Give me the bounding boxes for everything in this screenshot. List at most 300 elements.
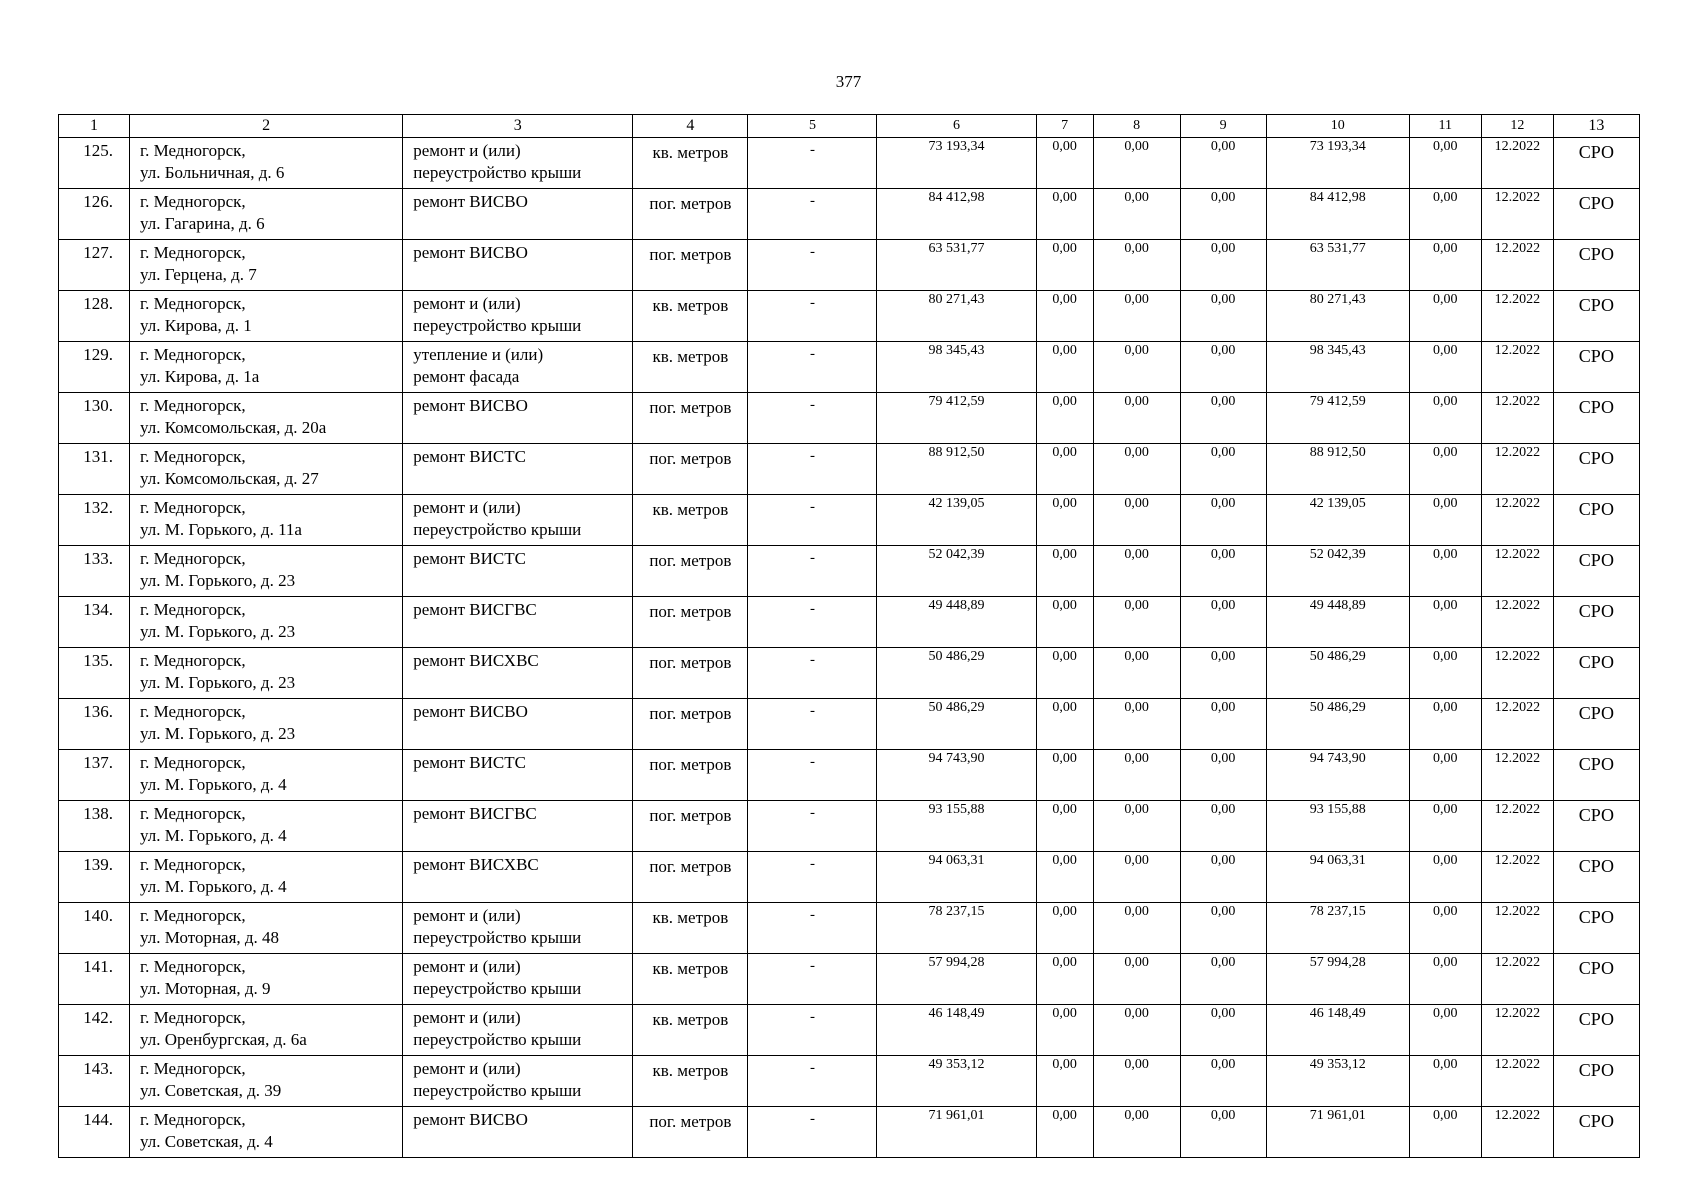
address-city: г. Медногорск, (140, 141, 246, 160)
col8-cell: 0,00 (1093, 138, 1180, 189)
work-type-cell (403, 240, 633, 291)
cost-total-cell: 84 412,98 (877, 189, 1036, 240)
col8-cell: 0,00 (1093, 291, 1180, 342)
col9-cell: 0,00 (1180, 954, 1266, 1005)
col5-cell: - (748, 801, 877, 852)
cost-total-cell: 46 148,49 (877, 1005, 1036, 1056)
col7-cell: 0,00 (1036, 444, 1093, 495)
col5-cell: - (748, 750, 877, 801)
cost-total-cell: 71 961,01 (877, 1107, 1036, 1158)
unit-cell: кв. метров (633, 495, 748, 546)
col5-cell: - (748, 189, 877, 240)
table-row (59, 138, 1640, 189)
address-cell (130, 1005, 403, 1056)
work-type-line2: переустройство крыши (413, 979, 582, 998)
header-cell: 3 (403, 115, 633, 138)
completion-date-cell: 12.2022 (1481, 852, 1553, 903)
col5-cell: - (748, 444, 877, 495)
address-cell (130, 291, 403, 342)
col5-cell: - (748, 240, 877, 291)
unit-cell: кв. метров (633, 1056, 748, 1107)
cost-total-cell: 93 155,88 (877, 801, 1036, 852)
unit-cell: кв. метров (633, 138, 748, 189)
work-type-cell (403, 1056, 633, 1107)
col9-cell: 0,00 (1180, 597, 1266, 648)
col7-cell: 0,00 (1036, 342, 1093, 393)
col5-cell: - (748, 1056, 877, 1107)
header-cell: 5 (748, 115, 877, 138)
completion-date-cell: 12.2022 (1481, 699, 1553, 750)
col9-cell: 0,00 (1180, 1107, 1266, 1158)
address-cell (130, 546, 403, 597)
cost-total-cell: 42 139,05 (877, 495, 1036, 546)
row-number: 134. (59, 597, 130, 648)
col8-cell: 0,00 (1093, 342, 1180, 393)
completion-date-cell: 12.2022 (1481, 597, 1553, 648)
executor-cell: СРО (1553, 393, 1639, 444)
completion-date-cell: 12.2022 (1481, 342, 1553, 393)
completion-date-cell: 12.2022 (1481, 903, 1553, 954)
cost-total-cell: 49 448,89 (877, 597, 1036, 648)
col5-cell: - (748, 699, 877, 750)
work-type-line1: ремонт и (или) (413, 906, 521, 925)
executor-cell: СРО (1553, 1056, 1639, 1107)
col7-cell: 0,00 (1036, 495, 1093, 546)
work-type-line1: ремонт ВИСХВС (413, 651, 539, 670)
address-street: ул. Комсомольская, д. 27 (140, 469, 319, 488)
col10-cell: 73 193,34 (1266, 138, 1409, 189)
col11-cell: 0,00 (1409, 801, 1481, 852)
unit-cell: пог. метров (633, 546, 748, 597)
col9-cell: 0,00 (1180, 648, 1266, 699)
col5-cell: - (748, 495, 877, 546)
address-street: ул. Моторная, д. 9 (140, 979, 271, 998)
col7-cell: 0,00 (1036, 189, 1093, 240)
cost-total-cell: 50 486,29 (877, 648, 1036, 699)
col11-cell: 0,00 (1409, 1056, 1481, 1107)
completion-date-cell: 12.2022 (1481, 954, 1553, 1005)
col9-cell: 0,00 (1180, 240, 1266, 291)
work-type-line1: ремонт ВИСХВС (413, 855, 539, 874)
row-number: 128. (59, 291, 130, 342)
address-city: г. Медногорск, (140, 396, 246, 415)
col9-cell: 0,00 (1180, 750, 1266, 801)
row-number: 143. (59, 1056, 130, 1107)
completion-date-cell: 12.2022 (1481, 444, 1553, 495)
address-cell (130, 240, 403, 291)
col7-cell: 0,00 (1036, 1056, 1093, 1107)
col10-cell: 84 412,98 (1266, 189, 1409, 240)
col10-cell: 94 743,90 (1266, 750, 1409, 801)
executor-cell: СРО (1553, 138, 1639, 189)
col10-cell: 52 042,39 (1266, 546, 1409, 597)
row-number: 135. (59, 648, 130, 699)
col11-cell: 0,00 (1409, 240, 1481, 291)
executor-cell: СРО (1553, 1005, 1639, 1056)
address-street: ул. М. Горького, д. 23 (140, 622, 296, 641)
col9-cell: 0,00 (1180, 138, 1266, 189)
col10-cell: 49 448,89 (1266, 597, 1409, 648)
address-street: ул. Комсомольская, д. 20а (140, 418, 327, 437)
header-cell: 11 (1409, 115, 1481, 138)
address-city: г. Медногорск, (140, 447, 246, 466)
address-cell (130, 801, 403, 852)
col10-cell: 50 486,29 (1266, 648, 1409, 699)
cost-total-cell: 63 531,77 (877, 240, 1036, 291)
executor-cell: СРО (1553, 444, 1639, 495)
work-type-line1: ремонт ВИСТС (413, 753, 526, 772)
page-number: 377 (835, 72, 862, 91)
address-street: ул. Гагарина, д. 6 (140, 214, 265, 233)
col9-cell: 0,00 (1180, 291, 1266, 342)
completion-date-cell: 12.2022 (1481, 189, 1553, 240)
work-type-line1: ремонт ВИСВО (413, 243, 528, 262)
col9-cell: 0,00 (1180, 801, 1266, 852)
cost-total-cell: 98 345,43 (877, 342, 1036, 393)
col10-cell: 42 139,05 (1266, 495, 1409, 546)
col7-cell: 0,00 (1036, 240, 1093, 291)
col11-cell: 0,00 (1409, 393, 1481, 444)
table-row (59, 597, 1640, 648)
address-street: ул. М. Горького, д. 23 (140, 673, 296, 692)
row-number: 131. (59, 444, 130, 495)
col8-cell: 0,00 (1093, 546, 1180, 597)
col8-cell: 0,00 (1093, 189, 1180, 240)
work-type-cell (403, 954, 633, 1005)
work-type-line1: ремонт ВИСВО (413, 1110, 528, 1129)
address-cell (130, 495, 403, 546)
cost-total-cell: 73 193,34 (877, 138, 1036, 189)
col8-cell: 0,00 (1093, 750, 1180, 801)
col11-cell: 0,00 (1409, 495, 1481, 546)
table-row (59, 750, 1640, 801)
address-city: г. Медногорск, (140, 957, 246, 976)
address-street: ул. М. Горького, д. 23 (140, 724, 296, 743)
work-type-line1: ремонт ВИСТС (413, 447, 526, 466)
col7-cell: 0,00 (1036, 1005, 1093, 1056)
col9-cell: 0,00 (1180, 189, 1266, 240)
table-row (59, 648, 1640, 699)
col5-cell: - (748, 954, 877, 1005)
col7-cell: 0,00 (1036, 1107, 1093, 1158)
col7-cell: 0,00 (1036, 291, 1093, 342)
table-row (59, 801, 1640, 852)
unit-cell: пог. метров (633, 393, 748, 444)
col8-cell: 0,00 (1093, 954, 1180, 1005)
col8-cell: 0,00 (1093, 597, 1180, 648)
col5-cell: - (748, 1005, 877, 1056)
address-cell (130, 597, 403, 648)
col8-cell: 0,00 (1093, 393, 1180, 444)
row-number: 137. (59, 750, 130, 801)
work-type-cell (403, 699, 633, 750)
col8-cell: 0,00 (1093, 444, 1180, 495)
address-city: г. Медногорск, (140, 243, 246, 262)
executor-cell: СРО (1553, 801, 1639, 852)
col7-cell: 0,00 (1036, 852, 1093, 903)
address-street: ул. Оренбургская, д. 6а (140, 1030, 307, 1049)
col11-cell: 0,00 (1409, 750, 1481, 801)
col7-cell: 0,00 (1036, 546, 1093, 597)
unit-cell: пог. метров (633, 699, 748, 750)
col8-cell: 0,00 (1093, 1056, 1180, 1107)
col10-cell: 50 486,29 (1266, 699, 1409, 750)
work-type-cell (403, 750, 633, 801)
address-cell (130, 342, 403, 393)
address-city: г. Медногорск, (140, 192, 246, 211)
unit-cell: пог. метров (633, 444, 748, 495)
col11-cell: 0,00 (1409, 852, 1481, 903)
work-type-line1: ремонт и (или) (413, 141, 521, 160)
cost-total-cell: 94 063,31 (877, 852, 1036, 903)
col10-cell: 57 994,28 (1266, 954, 1409, 1005)
unit-cell: пог. метров (633, 852, 748, 903)
table-row (59, 903, 1640, 954)
work-type-line1: ремонт и (или) (413, 498, 521, 517)
work-type-line2: переустройство крыши (413, 163, 582, 182)
executor-cell: СРО (1553, 903, 1639, 954)
col8-cell: 0,00 (1093, 699, 1180, 750)
unit-cell: пог. метров (633, 648, 748, 699)
header-cell: 2 (130, 115, 403, 138)
address-street: ул. М. Горького, д. 4 (140, 877, 287, 896)
work-type-cell (403, 546, 633, 597)
completion-date-cell: 12.2022 (1481, 1056, 1553, 1107)
completion-date-cell: 12.2022 (1481, 291, 1553, 342)
cost-total-cell: 94 743,90 (877, 750, 1036, 801)
table-row (59, 495, 1640, 546)
address-city: г. Медногорск, (140, 1110, 246, 1129)
cost-total-cell: 80 271,43 (877, 291, 1036, 342)
col8-cell: 0,00 (1093, 801, 1180, 852)
col11-cell: 0,00 (1409, 903, 1481, 954)
col8-cell: 0,00 (1093, 648, 1180, 699)
table-row (59, 546, 1640, 597)
col10-cell: 63 531,77 (1266, 240, 1409, 291)
address-city: г. Медногорск, (140, 753, 246, 772)
cost-total-cell: 88 912,50 (877, 444, 1036, 495)
work-type-line1: ремонт ВИСТС (413, 549, 526, 568)
col11-cell: 0,00 (1409, 597, 1481, 648)
col9-cell: 0,00 (1180, 546, 1266, 597)
col9-cell: 0,00 (1180, 903, 1266, 954)
table-row (59, 954, 1640, 1005)
col7-cell: 0,00 (1036, 750, 1093, 801)
executor-cell: СРО (1553, 495, 1639, 546)
table-row (59, 852, 1640, 903)
unit-cell: кв. метров (633, 342, 748, 393)
col5-cell: - (748, 342, 877, 393)
address-city: г. Медногорск, (140, 702, 246, 721)
executor-cell: СРО (1553, 189, 1639, 240)
row-number: 136. (59, 699, 130, 750)
work-type-cell (403, 597, 633, 648)
row-number: 132. (59, 495, 130, 546)
work-type-line2: переустройство крыши (413, 316, 582, 335)
col7-cell: 0,00 (1036, 138, 1093, 189)
executor-cell: СРО (1553, 240, 1639, 291)
completion-date-cell: 12.2022 (1481, 750, 1553, 801)
col10-cell: 93 155,88 (1266, 801, 1409, 852)
address-street: ул. Больничная, д. 6 (140, 163, 285, 182)
work-type-cell (403, 495, 633, 546)
col9-cell: 0,00 (1180, 852, 1266, 903)
header-cell: 9 (1180, 115, 1266, 138)
col5-cell: - (748, 903, 877, 954)
completion-date-cell: 12.2022 (1481, 495, 1553, 546)
row-number: 126. (59, 189, 130, 240)
col5-cell: - (748, 546, 877, 597)
work-type-line1: ремонт и (или) (413, 1008, 521, 1027)
work-type-line1: ремонт ВИСВО (413, 396, 528, 415)
unit-cell: пог. метров (633, 240, 748, 291)
work-type-line1: ремонт и (или) (413, 1059, 521, 1078)
col5-cell: - (748, 291, 877, 342)
address-cell (130, 699, 403, 750)
header-cell: 6 (877, 115, 1036, 138)
header-row (59, 115, 1640, 138)
row-number: 129. (59, 342, 130, 393)
address-street: ул. М. Горького, д. 23 (140, 571, 296, 590)
work-type-line1: ремонт ВИСГВС (413, 600, 537, 619)
row-number: 144. (59, 1107, 130, 1158)
program-table (58, 114, 1640, 1158)
unit-cell: пог. метров (633, 189, 748, 240)
row-number: 130. (59, 393, 130, 444)
address-cell (130, 648, 403, 699)
header-cell: 12 (1481, 115, 1553, 138)
address-cell (130, 903, 403, 954)
col5-cell: - (748, 138, 877, 189)
completion-date-cell: 12.2022 (1481, 138, 1553, 189)
row-number: 141. (59, 954, 130, 1005)
work-type-cell (403, 903, 633, 954)
col11-cell: 0,00 (1409, 444, 1481, 495)
header-cell: 10 (1266, 115, 1409, 138)
address-city: г. Медногорск, (140, 804, 246, 823)
unit-cell: кв. метров (633, 903, 748, 954)
unit-cell: кв. метров (633, 1005, 748, 1056)
col10-cell: 46 148,49 (1266, 1005, 1409, 1056)
col11-cell: 0,00 (1409, 138, 1481, 189)
address-city: г. Медногорск, (140, 1059, 246, 1078)
header-cell: 4 (633, 115, 748, 138)
col5-cell: - (748, 597, 877, 648)
address-cell (130, 393, 403, 444)
unit-cell: кв. метров (633, 291, 748, 342)
address-street: ул. Моторная, д. 48 (140, 928, 280, 947)
header-cell: 13 (1553, 115, 1639, 138)
executor-cell: СРО (1553, 699, 1639, 750)
row-number: 139. (59, 852, 130, 903)
col10-cell: 80 271,43 (1266, 291, 1409, 342)
col9-cell: 0,00 (1180, 495, 1266, 546)
completion-date-cell: 12.2022 (1481, 546, 1553, 597)
work-type-line2: переустройство крыши (413, 520, 582, 539)
completion-date-cell: 12.2022 (1481, 801, 1553, 852)
address-cell (130, 189, 403, 240)
col5-cell: - (748, 852, 877, 903)
address-city: г. Медногорск, (140, 498, 246, 517)
address-city: г. Медногорск, (140, 651, 246, 670)
cost-total-cell: 79 412,59 (877, 393, 1036, 444)
work-type-cell (403, 852, 633, 903)
cost-total-cell: 57 994,28 (877, 954, 1036, 1005)
row-number: 140. (59, 903, 130, 954)
address-cell (130, 750, 403, 801)
executor-cell: СРО (1553, 1107, 1639, 1158)
cost-total-cell: 50 486,29 (877, 699, 1036, 750)
row-number: 138. (59, 801, 130, 852)
header-cell: 1 (59, 115, 130, 138)
col7-cell: 0,00 (1036, 801, 1093, 852)
address-street: ул. М. Горького, д. 4 (140, 826, 287, 845)
work-type-cell (403, 342, 633, 393)
executor-cell: СРО (1553, 291, 1639, 342)
unit-cell: пог. метров (633, 750, 748, 801)
executor-cell: СРО (1553, 342, 1639, 393)
col9-cell: 0,00 (1180, 1005, 1266, 1056)
address-city: г. Медногорск, (140, 345, 246, 364)
unit-cell: пог. метров (633, 801, 748, 852)
executor-cell: СРО (1553, 546, 1639, 597)
col7-cell: 0,00 (1036, 903, 1093, 954)
col7-cell: 0,00 (1036, 699, 1093, 750)
col7-cell: 0,00 (1036, 954, 1093, 1005)
col9-cell: 0,00 (1180, 1056, 1266, 1107)
col11-cell: 0,00 (1409, 648, 1481, 699)
address-cell (130, 444, 403, 495)
completion-date-cell: 12.2022 (1481, 1107, 1553, 1158)
unit-cell: кв. метров (633, 954, 748, 1005)
col11-cell: 0,00 (1409, 954, 1481, 1005)
col10-cell: 78 237,15 (1266, 903, 1409, 954)
address-street: ул. М. Горького, д. 4 (140, 775, 287, 794)
work-type-cell (403, 291, 633, 342)
address-city: г. Медногорск, (140, 294, 246, 313)
work-type-line1: ремонт и (или) (413, 294, 521, 313)
executor-cell: СРО (1553, 597, 1639, 648)
work-type-line2: ремонт фасада (413, 367, 520, 386)
row-number: 133. (59, 546, 130, 597)
col11-cell: 0,00 (1409, 291, 1481, 342)
col9-cell: 0,00 (1180, 393, 1266, 444)
completion-date-cell: 12.2022 (1481, 393, 1553, 444)
col8-cell: 0,00 (1093, 1107, 1180, 1158)
col5-cell: - (748, 1107, 877, 1158)
address-cell (130, 1056, 403, 1107)
cost-total-cell: 52 042,39 (877, 546, 1036, 597)
col8-cell: 0,00 (1093, 495, 1180, 546)
executor-cell: СРО (1553, 750, 1639, 801)
address-city: г. Медногорск, (140, 906, 246, 925)
header-cell: 8 (1093, 115, 1180, 138)
col5-cell: - (748, 393, 877, 444)
work-type-line1: утепление и (или) (413, 345, 544, 364)
address-city: г. Медногорск, (140, 549, 246, 568)
row-number: 127. (59, 240, 130, 291)
table-row (59, 1107, 1640, 1158)
address-cell (130, 138, 403, 189)
cost-total-cell: 78 237,15 (877, 903, 1036, 954)
col10-cell: 88 912,50 (1266, 444, 1409, 495)
completion-date-cell: 12.2022 (1481, 648, 1553, 699)
table-row (59, 1056, 1640, 1107)
address-street: ул. Советская, д. 4 (140, 1132, 273, 1151)
work-type-cell (403, 801, 633, 852)
unit-cell: пог. метров (633, 1107, 748, 1158)
work-type-cell (403, 393, 633, 444)
